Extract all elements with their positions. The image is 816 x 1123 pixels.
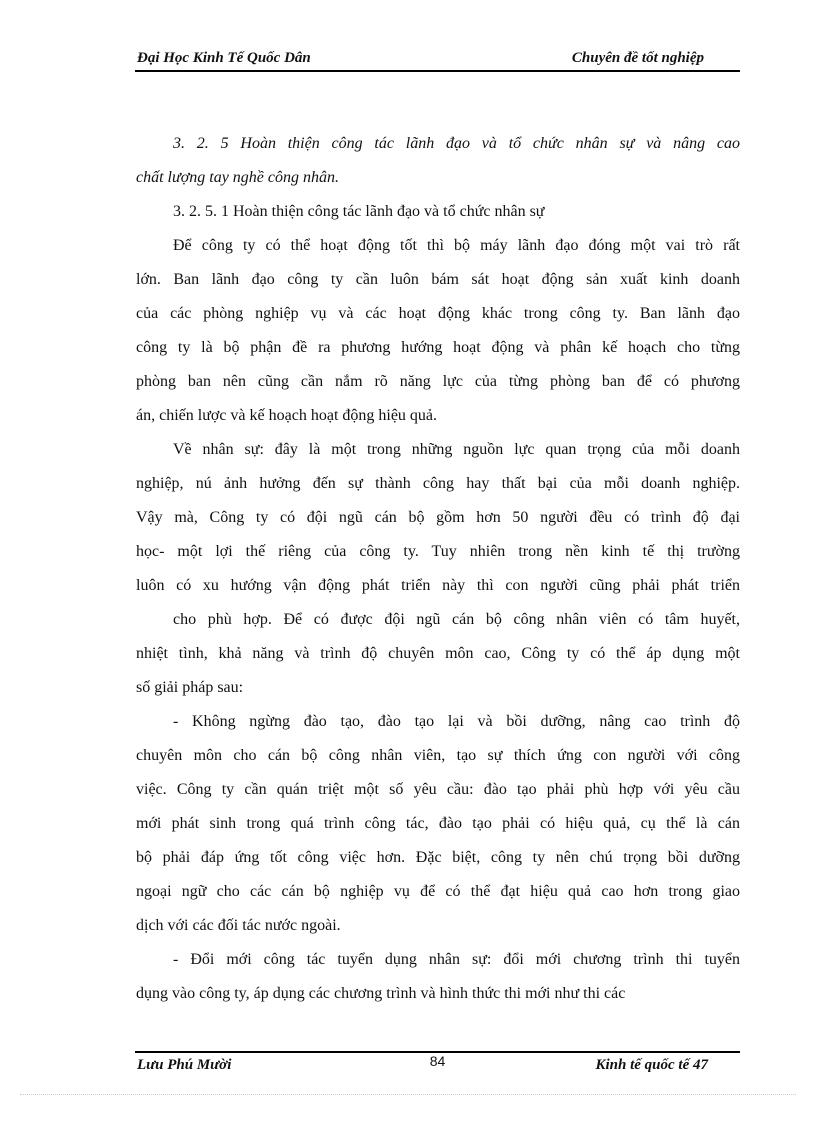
text-line: Về nhân sự: đây là một trong những nguồn lực quan trọng của mỗi doanh	[173, 441, 740, 458]
text-line: bộ phải đáp ứng tốt công việc hơn. Đặc biệt, công ty nên chú trọng bồi dưỡng	[136, 849, 740, 866]
text-line: - Đổi mới công tác tuyển dụng nhân sự: đổi mới chương trình thi tuyển	[173, 951, 740, 968]
text-line: học- một lợi thế riêng của công ty. Tuy nhiên trong nền kinh tế thị trường	[136, 543, 740, 560]
footer-author: Lưu Phú Mười	[137, 1057, 232, 1073]
text-line: 3. 2. 5. 1 Hoàn thiện công tác lãnh đạo và tổ chức nhân sự	[173, 203, 545, 220]
text-line: mới phát sinh trong quá trình công tác, đào tạo phải có hiệu quả, cụ thể là cán	[136, 815, 740, 832]
page-number: 84	[429, 1053, 446, 1069]
text-line: luôn có xu hướng vận động phát triển này thì con người cũng phải phát triển	[136, 577, 740, 594]
text-line: phòng ban nên cũng cần nắm rõ năng lực của từng phòng ban để có phương	[136, 373, 740, 390]
text-line: việc. Công ty cần quán triệt một số yêu cầu: đào tạo phải phù hợp với yêu cầu	[136, 781, 740, 798]
text-line: số giải pháp sau:	[136, 679, 244, 696]
header-document-type: Chuyên đề tốt nghiệp	[571, 50, 704, 66]
text-line: cho phù hợp. Để có được đội ngũ cán bộ công nhân viên có tâm huyết,	[173, 611, 740, 628]
text-line: dịch với các đối tác nước ngoài.	[136, 917, 341, 934]
footer-class: Kinh tế quốc tế 47	[595, 1057, 708, 1073]
text-line: án, chiến lược và kế hoạch hoạt động hiệu quả.	[136, 407, 438, 424]
text-line: của các phòng nghiệp vụ và các hoạt động khác trong công ty. Ban lãnh đạo	[136, 305, 740, 322]
page-edge-divider	[20, 1094, 796, 1095]
text-line: Để công ty có thể hoạt động tốt thì bộ máy lãnh đạo đóng một vai trò rất	[173, 237, 740, 254]
page-header	[135, 48, 740, 72]
text-line: nhiệt tình, khả năng và trình độ chuyên môn cao, Công ty có thể áp dụng một	[136, 645, 740, 662]
text-line: lớn. Ban lãnh đạo công ty cần luôn bám sát hoạt động sản xuất kinh doanh	[136, 271, 740, 288]
text-line: 3. 2. 5 Hoàn thiện công tác lãnh đạo và tổ chức nhân sự và nâng cao	[173, 135, 740, 152]
text-line: chất lượng tay nghề công nhân.	[136, 169, 340, 186]
text-line: dụng vào công ty, áp dụng các chương trình và hình thức thi mới như thi các	[136, 985, 626, 1002]
body-text	[136, 127, 740, 1011]
page-footer	[135, 1051, 740, 1073]
text-line: nghiệp, nú ảnh hưởng đến sự thành công hay thất bại của mỗi doanh nghiệp.	[136, 475, 740, 492]
text-line: - Không ngừng đào tạo, đào tạo lại và bồi dưỡng, nâng cao trình độ	[173, 713, 740, 730]
text-line: công ty là bộ phận đề ra phương hướng hoạt động và phân kế hoạch cho từng	[136, 339, 740, 356]
text-line: ngoại ngữ cho các cán bộ nghiệp vụ để có thể đạt hiệu quả cao hơn trong giao	[136, 883, 740, 900]
header-university: Đại Học Kinh Tế Quốc Dân	[137, 50, 311, 66]
text-line: Vậy mà, Công ty có đội ngũ cán bộ gồm hơn 50 người đều có trình độ đại	[136, 509, 740, 526]
text-line: chuyên môn cho cán bộ công nhân viên, tạo sự thích ứng con người với công	[136, 747, 740, 764]
